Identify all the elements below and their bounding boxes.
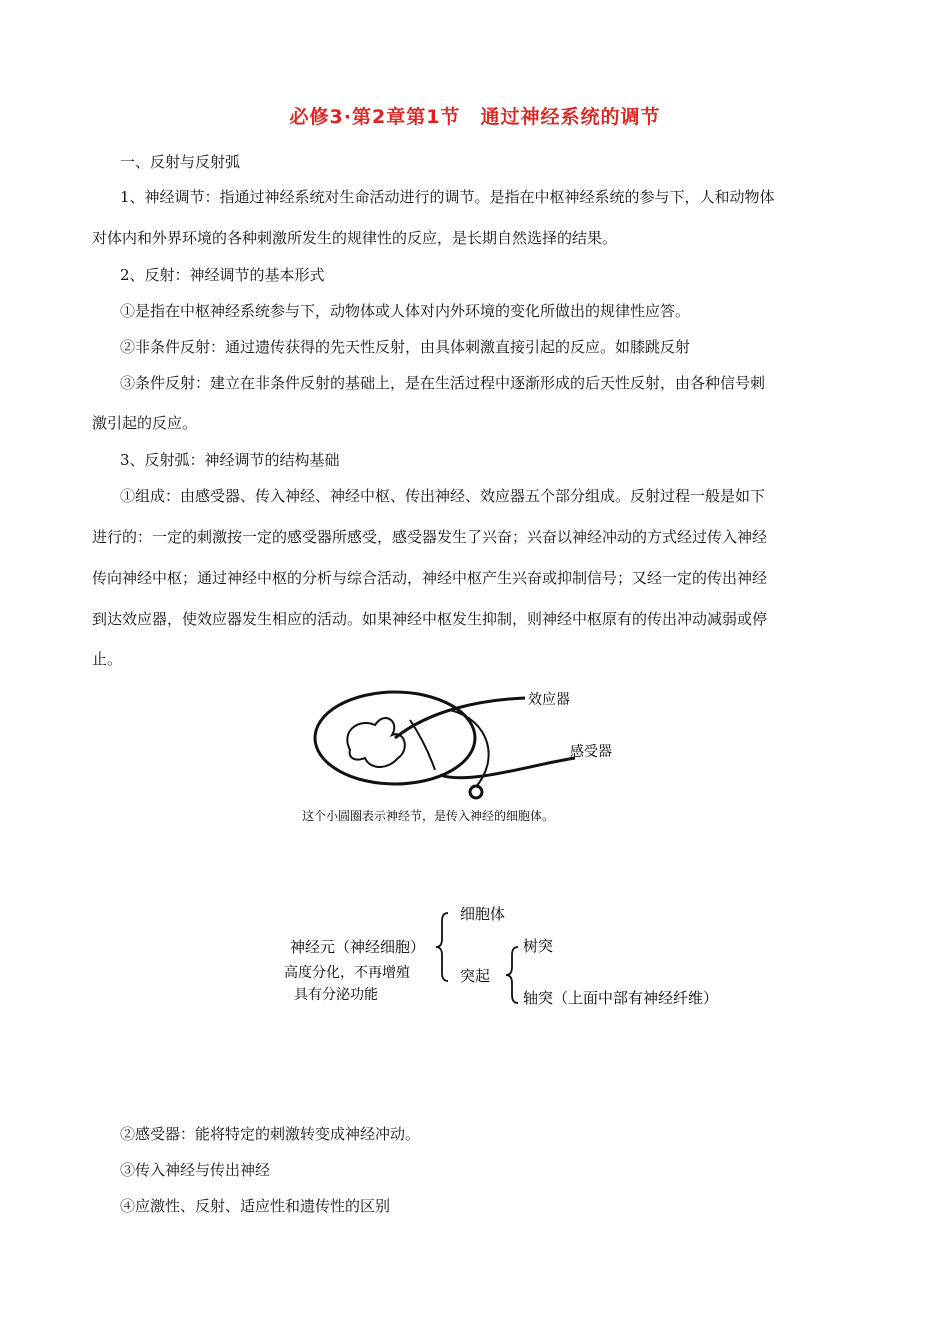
neuron-note-1: 高度分化，不再增殖 xyxy=(284,965,410,981)
paragraph-5-line-2: 激引起的反应。 xyxy=(92,414,198,432)
neuron-structure-diagram xyxy=(280,895,750,1010)
paragraph-7-line-5: 止。 xyxy=(92,650,123,668)
efferent-nerve-line xyxy=(395,698,525,738)
paragraph-6: 3、反射弧：神经调节的结构基础 xyxy=(120,451,340,469)
paragraph-7-line-4: 到达效应器，使效应器发生相应的活动。如果神经中枢发生抑制，则神经中枢原有的传出冲动减弱或停 xyxy=(92,610,768,628)
nerve-path xyxy=(410,720,435,770)
title-topic: 通过神经系统的调节 xyxy=(480,106,661,128)
figure-caption: 这个小圆圈表示神经节，是传入神经的细胞体。 xyxy=(302,809,555,823)
dendrite-label: 树突 xyxy=(523,937,554,955)
paragraph-2: 2、反射：神经调节的基本形式 xyxy=(120,266,325,284)
main-brace xyxy=(436,913,448,981)
effector-label: 效应器 xyxy=(528,692,570,708)
receptor-label: 感受器 xyxy=(570,744,612,760)
gray-matter-shape xyxy=(347,718,405,767)
ganglion-circle xyxy=(470,786,482,798)
paragraph-8: ②感受器：能将特定的刺激转变成神经冲动。 xyxy=(120,1125,421,1143)
section-heading: 一、反射与反射弧 xyxy=(120,153,241,171)
paragraph-7-line-1: ①组成：由感受器、传入神经、神经中枢、传出神经、效应器五个部分组成。反射过程一般是如下 xyxy=(120,487,766,505)
paragraph-1-line-2: 对体内和外界环境的各种刺激所发生的规律性的反应，是长期自然选择的结果。 xyxy=(92,229,618,247)
paragraph-10: ④应激性、反射、适应性和遗传性的区别 xyxy=(120,1197,391,1215)
neuron-label: 神经元（神经细胞） xyxy=(290,938,426,956)
process-brace xyxy=(506,947,518,1003)
paragraph-5-line-1: ③条件反射：建立在非条件反射的基础上，是在生活过程中逐渐形成的后天性反射，由各种信号刺 xyxy=(120,374,766,392)
page-title xyxy=(0,102,950,129)
paragraph-7-line-2: 进行的：一定的刺激按一定的感受器所感受，感受器发生了兴奋；兴奋以神经冲动的方式经过传入神经 xyxy=(92,528,768,546)
paragraph-3: ①是指在中枢神经系统参与下，动物体或人体对内外环境的变化所做出的规律性应答。 xyxy=(120,302,691,320)
neuron-note-2: 具有分泌功能 xyxy=(294,987,378,1003)
afferent-nerve-line xyxy=(440,758,575,778)
paragraph-7-line-3: 传向神经中枢；通过神经中枢的分析与综合活动，神经中枢产生兴奋或抑制信号；又经一定的传出神经 xyxy=(92,569,768,587)
axon-label: 轴突（上面中部有神经纤维） xyxy=(523,989,719,1007)
title-chapter: 必修3·第2章第1节 xyxy=(289,106,461,128)
paragraph-9: ③传入神经与传出神经 xyxy=(120,1161,271,1179)
paragraph-1-line-1: 1、神经调节：指通过神经系统对生命活动进行的调节。是指在中枢神经系统的参与下，人和动物体 xyxy=(120,188,775,206)
paragraph-4: ②非条件反射：通过遗传获得的先天性反射，由具体刺激直接引起的反应。如膝跳反射 xyxy=(120,338,691,356)
reflex-arc-figure xyxy=(300,680,620,830)
cell-body-label: 细胞体 xyxy=(460,905,506,923)
process-label: 突起 xyxy=(460,967,491,985)
